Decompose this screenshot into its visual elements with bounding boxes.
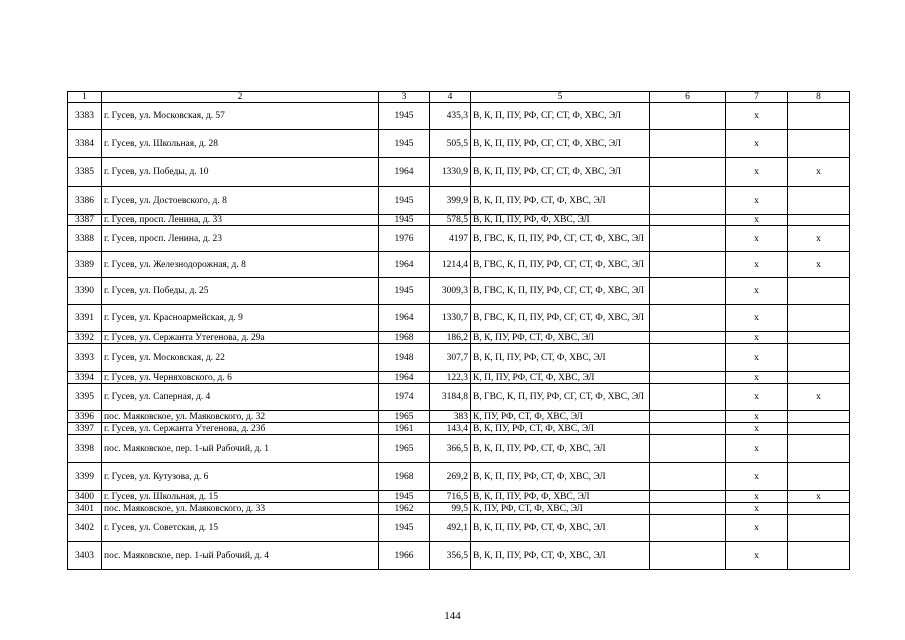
year-cell: 1962 xyxy=(379,503,430,515)
col7-cell: х xyxy=(726,435,788,463)
address-cell: г. Гусев, ул. Сержанта Утегенова, д. 29а xyxy=(102,332,379,344)
year-cell: 1964 xyxy=(379,305,430,332)
area-cell: 716,5 xyxy=(430,491,471,503)
col8-cell xyxy=(788,305,850,332)
address-cell: пос. Маяковское, пер. 1-ый Рабочий, д. 4 xyxy=(102,542,379,570)
address-cell: г. Гусев, ул. Московская, д. 22 xyxy=(102,344,379,372)
table-row xyxy=(68,384,850,411)
amenities-cell: В, ГВС, К, П, ПУ, РФ, СГ, СТ, Ф, ХВС, ЭЛ xyxy=(471,252,650,278)
table-row xyxy=(68,103,850,130)
address-cell: пос. Маяковское, пер. 1-ый Рабочий, д. 1 xyxy=(102,435,379,463)
header-cell: 2 xyxy=(102,92,379,103)
row-number-cell: 3400 xyxy=(68,491,102,503)
header-row xyxy=(68,92,850,103)
col6-cell xyxy=(650,384,726,411)
col8-cell xyxy=(788,372,850,384)
table-row xyxy=(68,252,850,278)
col7-cell: х xyxy=(726,384,788,411)
header-cell: 7 xyxy=(726,92,788,103)
row-number-cell: 3386 xyxy=(68,187,102,215)
col6-cell xyxy=(650,130,726,158)
amenities-cell: В, К, П, ПУ, РФ, СТ, Ф, ХВС, ЭЛ xyxy=(471,463,650,491)
table-row xyxy=(68,435,850,463)
header-cell: 1 xyxy=(68,92,102,103)
col7-cell: х xyxy=(726,332,788,344)
area-cell: 143,4 xyxy=(430,423,471,435)
col6-cell xyxy=(650,158,726,187)
row-number-cell: 3396 xyxy=(68,411,102,423)
address-cell: г. Гусев, просп. Ленина, д. 23 xyxy=(102,226,379,252)
col6-cell xyxy=(650,252,726,278)
col7-cell: х xyxy=(726,491,788,503)
amenities-cell: В, К, П, ПУ, РФ, СГ, СТ, Ф, ХВС, ЭЛ xyxy=(471,103,650,130)
area-cell: 4197 xyxy=(430,226,471,252)
col7-cell: х xyxy=(726,252,788,278)
year-cell: 1961 xyxy=(379,423,430,435)
table-row xyxy=(68,463,850,491)
area-cell: 269,2 xyxy=(430,463,471,491)
address-cell: г. Гусев, ул. Победы, д. 10 xyxy=(102,158,379,187)
col6-cell xyxy=(650,226,726,252)
col8-cell xyxy=(788,542,850,570)
area-cell: 3184,8 xyxy=(430,384,471,411)
row-number-cell: 3385 xyxy=(68,158,102,187)
col7-cell: х xyxy=(726,411,788,423)
col8-cell xyxy=(788,332,850,344)
header-cell: 8 xyxy=(788,92,850,103)
year-cell: 1945 xyxy=(379,515,430,542)
housing-register-table xyxy=(67,91,850,570)
address-cell: г. Гусев, ул. Черняховского, д. 6 xyxy=(102,372,379,384)
table-row xyxy=(68,372,850,384)
year-cell: 1965 xyxy=(379,411,430,423)
area-cell: 186,2 xyxy=(430,332,471,344)
year-cell: 1964 xyxy=(379,158,430,187)
address-cell: г. Гусев, ул. Саперная, д. 4 xyxy=(102,384,379,411)
area-cell: 1330,9 xyxy=(430,158,471,187)
col6-cell xyxy=(650,503,726,515)
row-number-cell: 3401 xyxy=(68,503,102,515)
area-cell: 1214,4 xyxy=(430,252,471,278)
row-number-cell: 3394 xyxy=(68,372,102,384)
area-cell: 492,1 xyxy=(430,515,471,542)
col8-cell xyxy=(788,515,850,542)
amenities-cell: В, ГВС, К, П, ПУ, РФ, СГ, СТ, Ф, ХВС, ЭЛ xyxy=(471,226,650,252)
area-cell: 383 xyxy=(430,411,471,423)
address-cell: г. Гусев, ул. Советская, д. 15 xyxy=(102,515,379,542)
col6-cell xyxy=(650,542,726,570)
year-cell: 1968 xyxy=(379,332,430,344)
amenities-cell: В, ГВС, К, П, ПУ, РФ, СГ, СТ, Ф, ХВС, ЭЛ xyxy=(471,305,650,332)
col7-cell: х xyxy=(726,305,788,332)
col7-cell: х xyxy=(726,423,788,435)
amenities-cell: В, К, П, ПУ, РФ, СГ, СТ, Ф, ХВС, ЭЛ xyxy=(471,130,650,158)
table-row xyxy=(68,278,850,305)
amenities-cell: В, ГВС, К, П, ПУ, РФ, СГ, СТ, Ф, ХВС, ЭЛ xyxy=(471,384,650,411)
year-cell: 1945 xyxy=(379,278,430,305)
table-row xyxy=(68,305,850,332)
area-cell: 122,3 xyxy=(430,372,471,384)
col6-cell xyxy=(650,305,726,332)
table-row xyxy=(68,503,850,515)
col6-cell xyxy=(650,515,726,542)
amenities-cell: В, К, П, ПУ, РФ, СТ, Ф, ХВС, ЭЛ xyxy=(471,515,650,542)
area-cell: 356,5 xyxy=(430,542,471,570)
address-cell: г. Гусев, просп. Ленина, д. 33 xyxy=(102,215,379,226)
amenities-cell: В, К, П, ПУ, РФ, СТ, Ф, ХВС, ЭЛ xyxy=(471,435,650,463)
year-cell: 1974 xyxy=(379,384,430,411)
col6-cell xyxy=(650,463,726,491)
area-cell: 578,5 xyxy=(430,215,471,226)
page-number: 144 xyxy=(444,610,461,622)
col7-cell: х xyxy=(726,344,788,372)
row-number-cell: 3398 xyxy=(68,435,102,463)
amenities-cell: В, К, П, ПУ, РФ, СТ, Ф, ХВС, ЭЛ xyxy=(471,542,650,570)
area-cell: 366,5 xyxy=(430,435,471,463)
amenities-cell: В, К, ПУ, РФ, СТ, Ф, ХВС, ЭЛ xyxy=(471,332,650,344)
col8-cell xyxy=(788,463,850,491)
col7-cell: х xyxy=(726,463,788,491)
amenities-cell: К, ПУ, РФ, СТ, Ф, ХВС, ЭЛ xyxy=(471,503,650,515)
year-cell: 1965 xyxy=(379,435,430,463)
col6-cell xyxy=(650,103,726,130)
col6-cell xyxy=(650,332,726,344)
col6-cell xyxy=(650,278,726,305)
header-cell: 3 xyxy=(379,92,430,103)
year-cell: 1945 xyxy=(379,130,430,158)
area-cell: 307,7 xyxy=(430,344,471,372)
year-cell: 1945 xyxy=(379,215,430,226)
table-row xyxy=(68,515,850,542)
address-cell: пос. Маяковское, ул. Маяковского, д. 32 xyxy=(102,411,379,423)
col6-cell xyxy=(650,344,726,372)
col8-cell xyxy=(788,103,850,130)
header-cell: 6 xyxy=(650,92,726,103)
row-number-cell: 3388 xyxy=(68,226,102,252)
col8-cell xyxy=(788,187,850,215)
amenities-cell: К, ПУ, РФ, СТ, Ф, ХВС, ЭЛ xyxy=(471,411,650,423)
year-cell: 1976 xyxy=(379,226,430,252)
year-cell: 1945 xyxy=(379,187,430,215)
col7-cell: х xyxy=(726,226,788,252)
amenities-cell: В, К, П, ПУ, РФ, Ф, ХВС, ЭЛ xyxy=(471,491,650,503)
row-number-cell: 3384 xyxy=(68,130,102,158)
col7-cell: х xyxy=(726,130,788,158)
table-row xyxy=(68,130,850,158)
area-cell: 435,3 xyxy=(430,103,471,130)
col6-cell xyxy=(650,423,726,435)
year-cell: 1968 xyxy=(379,463,430,491)
row-number-cell: 3402 xyxy=(68,515,102,542)
area-cell: 399,9 xyxy=(430,187,471,215)
col6-cell xyxy=(650,491,726,503)
table-row xyxy=(68,158,850,187)
year-cell: 1948 xyxy=(379,344,430,372)
row-number-cell: 3399 xyxy=(68,463,102,491)
row-number-cell: 3383 xyxy=(68,103,102,130)
table-row xyxy=(68,226,850,252)
col8-cell xyxy=(788,130,850,158)
amenities-cell: В, К, ПУ, РФ, СТ, Ф, ХВС, ЭЛ xyxy=(471,423,650,435)
col8-cell: х xyxy=(788,252,850,278)
col8-cell: х xyxy=(788,491,850,503)
col7-cell: х xyxy=(726,542,788,570)
table-row xyxy=(68,542,850,570)
col7-cell: х xyxy=(726,187,788,215)
table-row xyxy=(68,423,850,435)
col8-cell xyxy=(788,435,850,463)
col6-cell xyxy=(650,411,726,423)
year-cell: 1945 xyxy=(379,103,430,130)
area-cell: 1330,7 xyxy=(430,305,471,332)
amenities-cell: В, К, П, ПУ, РФ, СТ, Ф, ХВС, ЭЛ xyxy=(471,344,650,372)
row-number-cell: 3391 xyxy=(68,305,102,332)
row-number-cell: 3387 xyxy=(68,215,102,226)
col8-cell: х xyxy=(788,384,850,411)
table-row xyxy=(68,344,850,372)
col6-cell xyxy=(650,215,726,226)
col6-cell xyxy=(650,435,726,463)
address-cell: г. Гусев, ул. Школьная, д. 15 xyxy=(102,491,379,503)
address-cell: г. Гусев, ул. Московская, д. 57 xyxy=(102,103,379,130)
row-number-cell: 3390 xyxy=(68,278,102,305)
address-cell: пос. Маяковское, ул. Маяковского, д. 33 xyxy=(102,503,379,515)
col7-cell: х xyxy=(726,103,788,130)
address-cell: г. Гусев, ул. Железнодорожная, д. 8 xyxy=(102,252,379,278)
col8-cell: х xyxy=(788,226,850,252)
col8-cell xyxy=(788,423,850,435)
table-row xyxy=(68,332,850,344)
row-number-cell: 3395 xyxy=(68,384,102,411)
year-cell: 1964 xyxy=(379,252,430,278)
address-cell: г. Гусев, ул. Сержанта Утегенова, д. 23б xyxy=(102,423,379,435)
year-cell: 1964 xyxy=(379,372,430,384)
row-number-cell: 3403 xyxy=(68,542,102,570)
col8-cell xyxy=(788,411,850,423)
amenities-cell: В, ГВС, К, П, ПУ, РФ, СГ, СТ, Ф, ХВС, ЭЛ xyxy=(471,278,650,305)
address-cell: г. Гусев, ул. Красноармейская, д. 9 xyxy=(102,305,379,332)
row-number-cell: 3393 xyxy=(68,344,102,372)
table-row xyxy=(68,491,850,503)
address-cell: г. Гусев, ул. Победы, д. 25 xyxy=(102,278,379,305)
col8-cell xyxy=(788,278,850,305)
amenities-cell: К, П, ПУ, РФ, СТ, Ф, ХВС, ЭЛ xyxy=(471,372,650,384)
col7-cell: х xyxy=(726,503,788,515)
header-cell: 5 xyxy=(471,92,650,103)
col8-cell xyxy=(788,344,850,372)
table-row xyxy=(68,187,850,215)
col7-cell: х xyxy=(726,158,788,187)
col7-cell: х xyxy=(726,372,788,384)
address-cell: г. Гусев, ул. Достоевского, д. 8 xyxy=(102,187,379,215)
col8-cell xyxy=(788,503,850,515)
area-cell: 3009,3 xyxy=(430,278,471,305)
col7-cell: х xyxy=(726,215,788,226)
col7-cell: х xyxy=(726,278,788,305)
col8-cell xyxy=(788,215,850,226)
year-cell: 1945 xyxy=(379,491,430,503)
area-cell: 99,5 xyxy=(430,503,471,515)
area-cell: 505,5 xyxy=(430,130,471,158)
year-cell: 1966 xyxy=(379,542,430,570)
amenities-cell: В, К, П, ПУ, РФ, Ф, ХВС, ЭЛ xyxy=(471,215,650,226)
header-cell: 4 xyxy=(430,92,471,103)
col8-cell: х xyxy=(788,158,850,187)
table-row xyxy=(68,215,850,226)
col6-cell xyxy=(650,187,726,215)
col7-cell: х xyxy=(726,515,788,542)
address-cell: г. Гусев, ул. Кутузова, д. 6 xyxy=(102,463,379,491)
row-number-cell: 3389 xyxy=(68,252,102,278)
address-cell: г. Гусев, ул. Школьная, д. 28 xyxy=(102,130,379,158)
col6-cell xyxy=(650,372,726,384)
amenities-cell: В, К, П, ПУ, РФ, СГ, СТ, Ф, ХВС, ЭЛ xyxy=(471,158,650,187)
table-row xyxy=(68,411,850,423)
row-number-cell: 3397 xyxy=(68,423,102,435)
row-number-cell: 3392 xyxy=(68,332,102,344)
amenities-cell: В, К, П, ПУ, РФ, СТ, Ф, ХВС, ЭЛ xyxy=(471,187,650,215)
